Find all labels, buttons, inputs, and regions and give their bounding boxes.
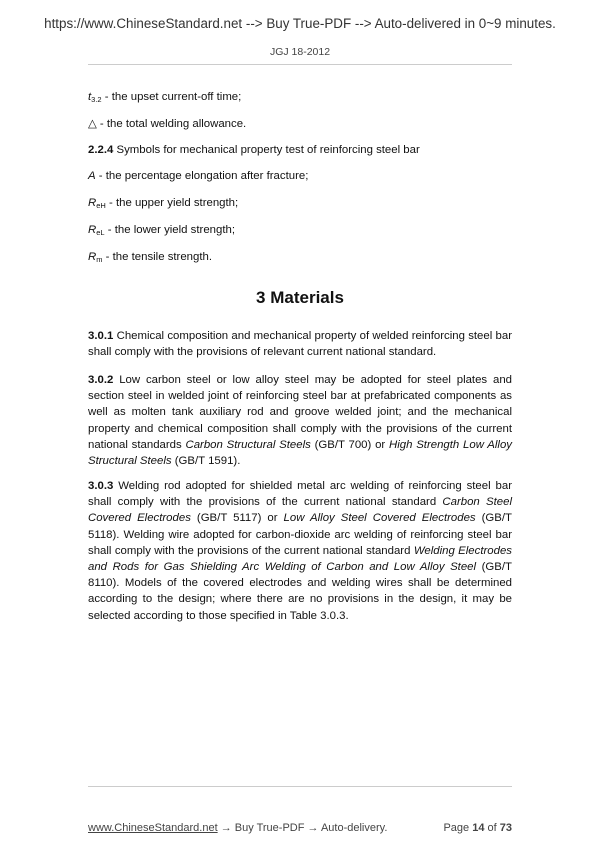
chapter-heading: 3 Materials xyxy=(256,288,344,307)
symbol-t32: $t_{3.2}$ - the upset current-off time; xyxy=(88,91,242,104)
standard-number: JGJ 18-2012 xyxy=(269,46,331,58)
symbol-ReL: $R_{eL}$ - the lower yield strength; xyxy=(88,224,235,237)
page-indicator: Page 14 of 73 xyxy=(443,822,512,834)
symbol-A: A - the percentage elongation after fracture; xyxy=(88,170,309,182)
clause-3-0-1: 3.0.1 Chemical composition and mechanical property of welded reinforcing steel bar shall comply with the provisions of relevant current national standard. xyxy=(88,330,512,359)
symbol-delta: △ - the total welding allowance. xyxy=(88,118,247,130)
clause-3-0-3: 3.0.3 Welding rod adopted for shielded metal arc welding of reinforcing steel bar shall comply with the provisions of the current national standard Carbon Steel Covered Electrodes (GB/T 5117) or Low Alloy Steel Covered Electrodes (GB/T 5118). Welding wire adopted for carbon-dioxide arc welding of reinforcing steel bar shall comply with the provisions of the current national standard Welding Electrodes and Rods for Gas Shielding Arc Welding of Carbon and Low Alloy Steel (GB/T 8110). Models of the covered electrodes and welding wires shall be determined according to the design; where there are no provisions in the design, it may be selected according to those specified in Table 3.0.3. xyxy=(88,480,513,622)
clause-3-0-2: 3.0.2 Low carbon steel or low alloy steel may be adopted for steel plates and section steel in welded joint of reinforcing steel bar at prefabricated components as well as molten tank auxiliary rod and groove welded joint; and the mechanical property and chemical composition shall comply with the provisions of the current national standards Carbon Structural Steels (GB/T 700) or High Strength Low Alloy Structural Steels (GB/T 1591). xyxy=(88,374,512,468)
site-link[interactable]: www.ChineseStandard.net xyxy=(88,822,218,834)
banner: https://www.ChineseStandard.net --> Buy True-PDF --> Auto-delivered in 0~9 minutes. xyxy=(44,16,556,31)
footer-rule xyxy=(88,786,512,787)
footer: www.ChineseStandard.net → Buy True-PDF → Auto-delivery. Page 14 of 73 xyxy=(88,822,512,834)
symbol-ReH: $R_{eH}$ - the upper yield strength; xyxy=(88,197,239,210)
clause-2-2-4: 2.2.4 Symbols for mechanical property test of reinforcing steel bar xyxy=(88,144,420,156)
header-rule xyxy=(88,64,512,65)
symbol-Rm: $R_m$ - the tensile strength. xyxy=(88,251,213,264)
